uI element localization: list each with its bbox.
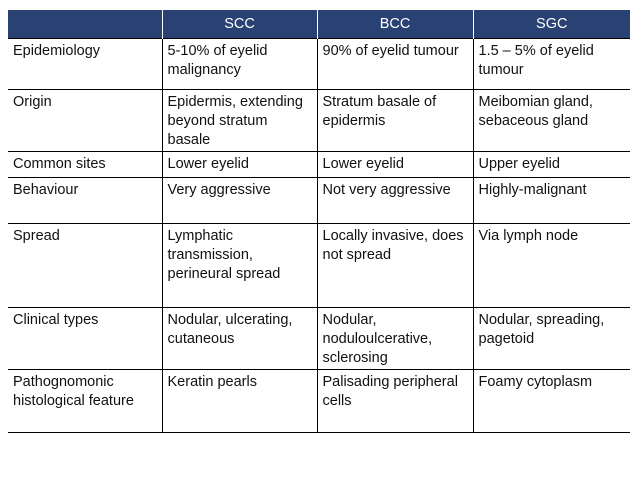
table-row: [8, 224, 630, 308]
table-cell: Epidermis, extending beyond stratum basale: [162, 90, 317, 152]
table-cell: Palisading peripheral cells: [317, 370, 473, 433]
table-cell: Lower eyelid: [162, 152, 317, 178]
table-cell: 5-10% of eyelid malignancy: [162, 39, 317, 90]
header-cell-bcc: BCC: [317, 10, 473, 39]
table-cell: Nodular, noduloulcerative, sclerosing: [317, 308, 473, 370]
table-cell: Via lymph node: [473, 224, 630, 308]
row-label: Behaviour: [8, 178, 162, 224]
table-cell: Highly-malignant: [473, 178, 630, 224]
table-row: [8, 308, 630, 370]
table-row: [8, 370, 630, 433]
table-cell: 1.5 – 5% of eyelid tumour: [473, 39, 630, 90]
table-cell: Upper eyelid: [473, 152, 630, 178]
row-label: Pathognomonic histological feature: [8, 370, 162, 433]
row-label: Spread: [8, 224, 162, 308]
table-cell: 90% of eyelid tumour: [317, 39, 473, 90]
table-cell: Nodular, ulcerating, cutaneous: [162, 308, 317, 370]
header-cell-sgc: SGC: [473, 10, 630, 39]
header-row: [8, 10, 630, 39]
header-cell-scc: SCC: [162, 10, 317, 39]
table-cell: Very aggressive: [162, 178, 317, 224]
table-cell: Lymphatic transmission, perineural spread: [162, 224, 317, 308]
table-cell: Locally invasive, does not spread: [317, 224, 473, 308]
table-cell: Not very aggressive: [317, 178, 473, 224]
table-row: [8, 178, 630, 224]
table-cell: Lower eyelid: [317, 152, 473, 178]
table-cell: Nodular, spreading, pagetoid: [473, 308, 630, 370]
table-row: [8, 39, 630, 90]
table-cell: Keratin pearls: [162, 370, 317, 433]
table-cell: Stratum basale of epidermis: [317, 90, 473, 152]
row-label: Origin: [8, 90, 162, 152]
row-label: Common sites: [8, 152, 162, 178]
table-cell: Meibomian gland, sebaceous gland: [473, 90, 630, 152]
table-cell: Foamy cytoplasm: [473, 370, 630, 433]
header-cell-empty: [8, 10, 162, 39]
table-row: [8, 152, 630, 178]
table-row: [8, 90, 630, 152]
row-label: Clinical types: [8, 308, 162, 370]
row-label: Epidemiology: [8, 39, 162, 90]
comparison-table: [8, 10, 630, 433]
